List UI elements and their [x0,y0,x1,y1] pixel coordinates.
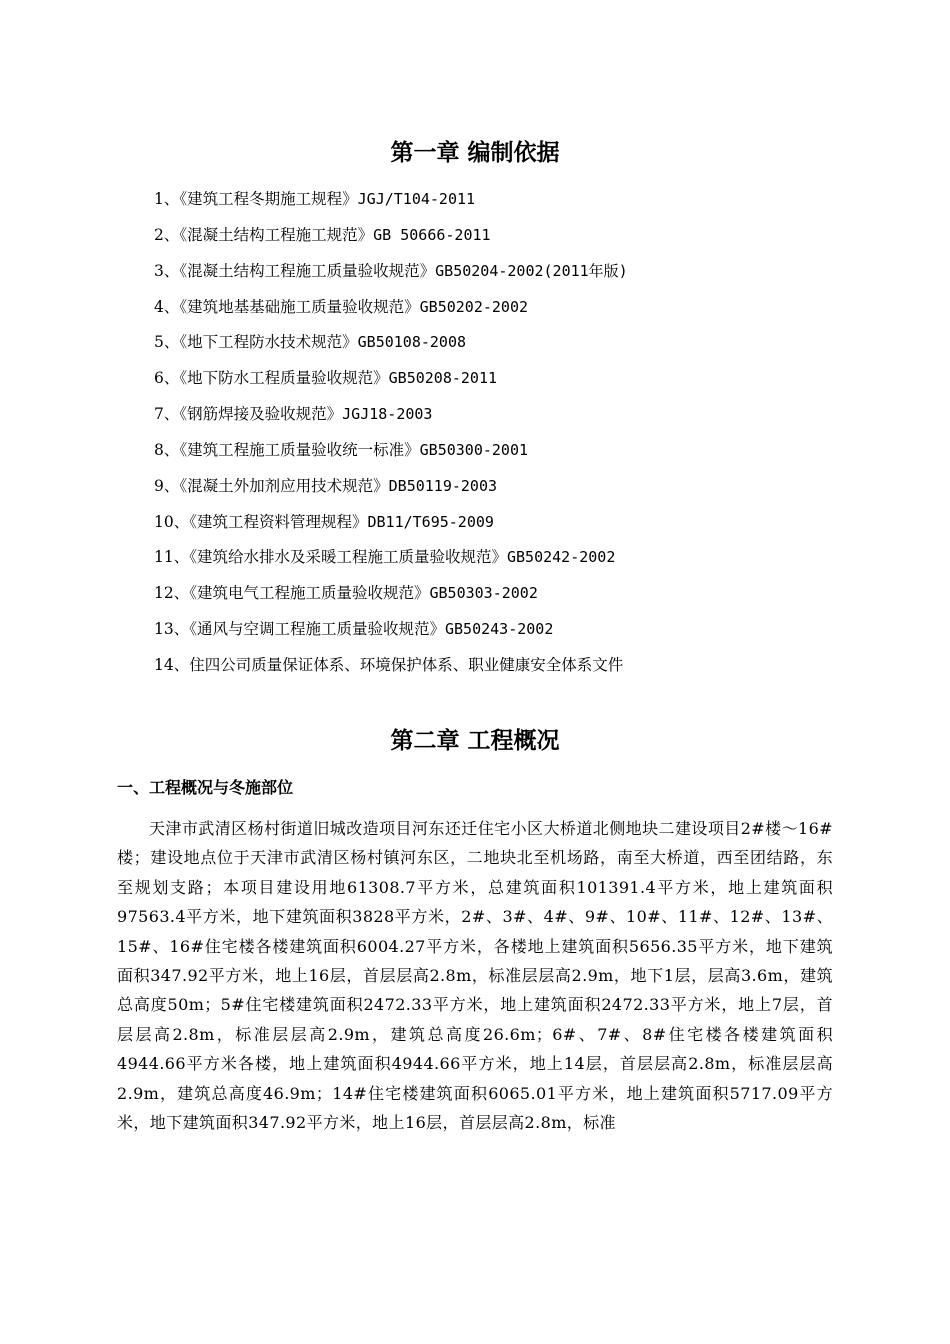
reference-code: JGJ/T104-2011 [357,190,476,208]
reference-number: 2、 [154,225,180,244]
reference-code: GB 50666-2011 [373,225,491,244]
reference-item [154,507,628,543]
reference-number: 5、 [154,333,180,352]
reference-list [154,184,628,686]
reference-title: 《混凝土结构工程施工规范》 [179,225,374,244]
reference-number: 6、 [154,369,180,388]
reference-item [154,435,628,471]
reference-title: 《建筑工程资料管理规程》 [189,512,368,531]
reference-item [154,614,628,650]
reference-code: GB50208-2011 [388,369,498,388]
reference-title: 《混凝土结构工程施工质量验收规范》 [179,261,436,280]
reference-item [154,256,628,292]
reference-number: 11、 [154,548,190,567]
reference-title: 《地下工程防水技术规范》 [179,333,358,352]
reference-item [154,399,628,435]
reference-code: GB50204-2002(2011年版) [435,261,628,280]
reference-number: 13、 [154,620,190,639]
reference-item [154,363,628,399]
reference-code: DB11/T695-2009 [367,512,494,531]
reference-title: 《混凝土外加剂应用技术规范》 [179,476,389,495]
reference-title: 《地下防水工程质量验收规范》 [179,369,389,388]
reference-number: 14、 [154,655,190,674]
project-overview-paragraph: 天津市武清区杨村街道旧城改造项目河东还迁住宅小区大桥道北侧地块二建设项目2#楼～16#楼；建设地点位于天津市武清区杨村镇河东区，二地块北至机场路，南至大桥道，西至团结路，东至规划支路；本项目建设用地61308.7平方米，总建筑面积101391.4平方米，地上建筑面积97563.4平方米，地下建筑面积3828平方米，2#、3#、4#、9#、10#、11#、12#、13#、15#、16#住宅楼各楼建筑面积6004.27平方米，各楼地上建筑面积5656.35平方米，地下建筑面积347.92平方米，地上16层，首层层高2.8m，标准层层高2.9m，地下1层，层高3.6m，建筑总高度50m；5#住宅楼建筑面积2472.33平方米，地上建筑面积2472.33平方米，地上7层，首层层高2.8m，标准层层高2.9m，建筑总高度26.6m；6#、7#、8#住宅楼各楼建筑面积4944.66平方米各楼，地上建筑面积4944.66平方米，地上14层，首层层高2.8m，标准层层高2.9m，建筑总高度46.9m；14#住宅楼建筑面积6065.01平方米，地上建筑面积5717.09平方米，地下建筑面积347.92平方米，地上16层，首层层高2.8m，标准 [117,819,833,1133]
reference-number: 1、 [154,190,180,208]
reference-code: GB50242-2002 [507,548,616,567]
chapter-1-title: 第一章 编制依据 [390,140,560,166]
reference-title: 住四公司质量保证体系、环境保护体系、职业健康安全体系文件 [189,655,624,674]
reference-number: 9、 [154,476,180,495]
reference-code: DB50119-2003 [388,476,498,495]
reference-item [154,327,628,363]
reference-number: 3、 [154,261,180,280]
reference-title: 《通风与空调工程施工质量验收规范》 [189,620,445,639]
reference-item [154,220,628,256]
reference-item [154,542,628,578]
reference-code: JGJ18-2003 [342,405,433,424]
reference-code: GB50303-2002 [429,584,538,603]
reference-title: 《建筑电气工程施工质量验收规范》 [189,584,430,603]
reference-number: 10、 [154,512,190,531]
reference-title: 《钢筋焊接及验收规范》 [179,405,343,424]
reference-title: 《建筑给水排水及采暖工程施工质量验收规范》 [189,548,507,567]
reference-item [154,578,628,614]
reference-number: 4、 [154,297,180,316]
section-title: 一、工程概况与冬施部位 [117,778,294,797]
reference-number: 12、 [154,584,190,603]
chapter-2-title: 第二章 工程概况 [390,728,560,754]
reference-title: 《建筑工程施工质量验收统一标准》 [179,440,420,459]
reference-number: 8、 [154,440,180,459]
reference-item [154,184,628,220]
reference-item [154,292,628,328]
reference-code: GB50300-2001 [419,440,529,459]
reference-title: 《建筑地基基础施工质量验收规范》 [179,297,420,316]
reference-title: 《建筑工程冬期施工规程》 [179,190,358,208]
reference-code: GB50202-2002 [419,297,529,316]
reference-code: GB50243-2002 [445,620,554,639]
reference-code: GB50108-2008 [357,333,467,352]
reference-item [154,650,628,686]
reference-item [154,471,628,507]
reference-number: 7、 [154,405,180,424]
